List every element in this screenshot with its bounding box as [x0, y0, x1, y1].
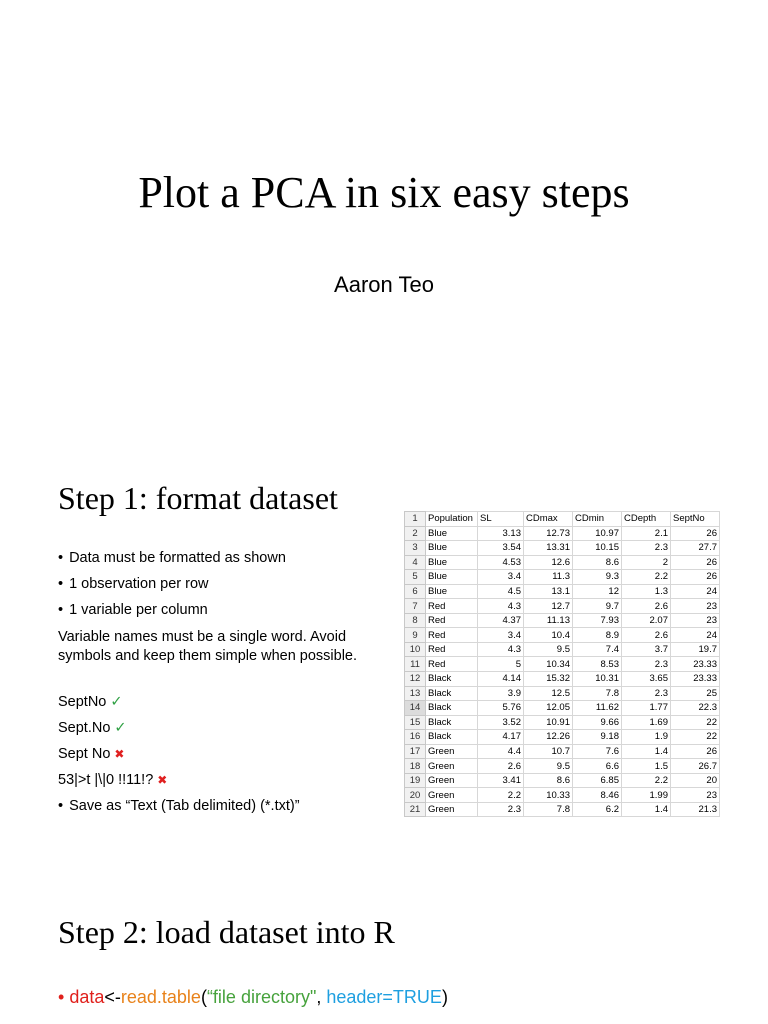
table-cell: 4.37 [478, 613, 524, 628]
author-name: Aaron Teo [334, 272, 434, 297]
table-cell: 6.2 [573, 802, 622, 817]
table-cell: 9.5 [524, 759, 573, 774]
table-cell: 11.13 [524, 613, 573, 628]
table-cell: 2.2 [622, 570, 671, 585]
row-number: 2 [405, 526, 426, 541]
code-paren: ( [200, 987, 207, 1007]
column-header: Population [426, 512, 478, 527]
table-row [405, 541, 720, 556]
column-header: CDmin [573, 512, 622, 527]
table-cell: 11.62 [573, 701, 622, 716]
table-cell: 10.91 [524, 715, 573, 730]
table-cell: Red [426, 628, 478, 643]
table-row [405, 526, 720, 541]
row-number: 17 [405, 744, 426, 759]
example-text: 53|>t |\|0 !!11!? [58, 772, 154, 788]
table-cell: 12.6 [524, 555, 573, 570]
row-number: 10 [405, 642, 426, 657]
table-cell: 23.33 [671, 672, 720, 687]
table-cell: 4.4 [478, 744, 524, 759]
table-cell: 8.46 [573, 788, 622, 803]
table-row [405, 555, 720, 570]
table-cell: 2.6 [622, 599, 671, 614]
cross-icon: ✖ [114, 747, 125, 761]
table-cell: Red [426, 599, 478, 614]
table-cell: Green [426, 744, 478, 759]
table-cell: 13.31 [524, 541, 573, 556]
code-argument: header=TRUE [326, 987, 442, 1007]
table-cell: 10.33 [524, 788, 573, 803]
table-cell: 2.6 [622, 628, 671, 643]
table-cell: 3.52 [478, 715, 524, 730]
table-cell: 1.4 [622, 802, 671, 817]
table-cell: Green [426, 788, 478, 803]
step2-heading: Step 2: load dataset into R [58, 914, 395, 950]
spreadsheet [404, 511, 720, 817]
table-cell: Blue [426, 570, 478, 585]
table-cell: 22 [671, 715, 720, 730]
table-row [405, 715, 720, 730]
code-bullet [58, 985, 448, 1009]
example-line [58, 772, 167, 788]
example-line [58, 720, 127, 736]
row-number: 18 [405, 759, 426, 774]
table-cell: 2.6 [478, 759, 524, 774]
row-number: 1 [405, 512, 426, 527]
code-string: “file directory" [206, 987, 317, 1007]
table-row [405, 672, 720, 687]
table-cell: Red [426, 657, 478, 672]
table-cell: 26.7 [671, 759, 720, 774]
table-cell: 3.41 [478, 773, 524, 788]
table-row [405, 613, 720, 628]
table-cell: 10.31 [573, 672, 622, 687]
table-cell: 20 [671, 773, 720, 788]
row-number: 20 [405, 788, 426, 803]
table-cell: 3.13 [478, 526, 524, 541]
table-cell: 9.3 [573, 570, 622, 585]
table-cell: 4.5 [478, 584, 524, 599]
table-row [405, 642, 720, 657]
table-cell: Green [426, 773, 478, 788]
table-row [405, 730, 720, 745]
table-cell: Green [426, 759, 478, 774]
table-cell: 27.7 [671, 541, 720, 556]
bullet-item: • 1 observation per row [58, 576, 209, 592]
checkmark-icon: ✓ [114, 720, 127, 736]
table-cell: 7.6 [573, 744, 622, 759]
table-cell: 1.3 [622, 584, 671, 599]
row-number: 12 [405, 672, 426, 687]
table-cell: 8.6 [524, 773, 573, 788]
row-number: 14 [405, 701, 426, 716]
presentation-title: Plot a PCA in six easy steps [138, 168, 630, 217]
table-cell: 4.53 [478, 555, 524, 570]
row-number: 11 [405, 657, 426, 672]
table-cell: 2.3 [622, 541, 671, 556]
table-cell: Blue [426, 555, 478, 570]
table-cell: 2 [622, 555, 671, 570]
table-cell: Red [426, 642, 478, 657]
table-row [405, 599, 720, 614]
row-number: 7 [405, 599, 426, 614]
table-cell: 15.32 [524, 672, 573, 687]
row-number: 8 [405, 613, 426, 628]
table-row [405, 657, 720, 672]
table-cell: 3.4 [478, 628, 524, 643]
table-cell: 7.93 [573, 613, 622, 628]
header-row [405, 512, 720, 527]
example-line [58, 746, 124, 762]
row-number: 15 [405, 715, 426, 730]
table-cell: Black [426, 730, 478, 745]
table-cell: 4.17 [478, 730, 524, 745]
table-cell: 12.05 [524, 701, 573, 716]
table-cell: 10.34 [524, 657, 573, 672]
table-cell: 2.3 [622, 657, 671, 672]
table-cell: 3.54 [478, 541, 524, 556]
table-cell: 5 [478, 657, 524, 672]
table-cell: Black [426, 672, 478, 687]
table-cell: Blue [426, 541, 478, 556]
table-row [405, 701, 720, 716]
row-number: 19 [405, 773, 426, 788]
table-cell: 10.15 [573, 541, 622, 556]
row-number: 21 [405, 802, 426, 817]
code-paren: ) [441, 987, 448, 1007]
table-cell: 7.8 [573, 686, 622, 701]
table-cell: 4.14 [478, 672, 524, 687]
table-cell: 5.76 [478, 701, 524, 716]
row-number: 3 [405, 541, 426, 556]
table-cell: 22 [671, 730, 720, 745]
table-cell: 26 [671, 744, 720, 759]
code-comma: , [316, 987, 327, 1007]
table-cell: 2.07 [622, 613, 671, 628]
table-cell: 12.73 [524, 526, 573, 541]
column-header: CDmax [524, 512, 573, 527]
table-cell: 3.7 [622, 642, 671, 657]
table-cell: 2.3 [478, 802, 524, 817]
row-number: 6 [405, 584, 426, 599]
table-cell: 1.69 [622, 715, 671, 730]
table-cell: 2.2 [622, 773, 671, 788]
table-cell: Blue [426, 584, 478, 599]
table-row [405, 570, 720, 585]
variable-name-note: Variable names must be a single word. Avoid symbols and keep them simple when possible. [58, 629, 358, 664]
table-cell: 4.3 [478, 599, 524, 614]
table-cell: Red [426, 613, 478, 628]
table-row [405, 773, 720, 788]
row-number: 16 [405, 730, 426, 745]
table-cell: 3.65 [622, 672, 671, 687]
example-text: Sept.No [58, 720, 111, 736]
table-cell: 2.1 [622, 526, 671, 541]
table-cell: 2.2 [478, 788, 524, 803]
table-cell: 12.26 [524, 730, 573, 745]
table-cell: Black [426, 686, 478, 701]
table-cell: 23.33 [671, 657, 720, 672]
row-number: 13 [405, 686, 426, 701]
table-cell: 12.5 [524, 686, 573, 701]
table-cell: 21.3 [671, 802, 720, 817]
table-cell: 24 [671, 628, 720, 643]
table-row [405, 802, 720, 817]
table-cell: 8.6 [573, 555, 622, 570]
table-cell: 1.77 [622, 701, 671, 716]
row-number: 4 [405, 555, 426, 570]
title-slide [0, 0, 768, 440]
bullet-item: • 1 variable per column [58, 602, 208, 618]
checkmark-icon: ✓ [110, 694, 123, 710]
table-cell: Blue [426, 526, 478, 541]
table-cell: 3.9 [478, 686, 524, 701]
table-cell: 23 [671, 613, 720, 628]
table-cell: 1.4 [622, 744, 671, 759]
table-cell: 12.7 [524, 599, 573, 614]
table-cell: 11.3 [524, 570, 573, 585]
table-cell: 22.3 [671, 701, 720, 716]
table-cell: 12 [573, 584, 622, 599]
table-row [405, 744, 720, 759]
row-number: 9 [405, 628, 426, 643]
table-row [405, 788, 720, 803]
bullet-item: • Save as “Text (Tab delimited) (*.txt)” [58, 798, 300, 814]
table-cell: 7.4 [573, 642, 622, 657]
table-cell: 2.3 [622, 686, 671, 701]
column-header: SeptNo [671, 512, 720, 527]
table-cell: 8.9 [573, 628, 622, 643]
table-cell: 4.3 [478, 642, 524, 657]
table-cell: 1.5 [622, 759, 671, 774]
table-cell: 3.4 [478, 570, 524, 585]
table-cell: 9.5 [524, 642, 573, 657]
table-cell: 25 [671, 686, 720, 701]
code-assign: <- [104, 987, 121, 1007]
table-cell: 10.97 [573, 526, 622, 541]
table-cell: 23 [671, 599, 720, 614]
table-cell: 26 [671, 570, 720, 585]
bullet-item: • Data must be formatted as shown [58, 550, 286, 566]
row-number: 5 [405, 570, 426, 585]
example-line [58, 694, 123, 710]
table-cell: 6.6 [573, 759, 622, 774]
table-cell: 19.7 [671, 642, 720, 657]
table-cell: 1.99 [622, 788, 671, 803]
table-cell: 9.18 [573, 730, 622, 745]
bullet-dot: • [58, 987, 70, 1007]
table-cell: 24 [671, 584, 720, 599]
table-cell: 10.7 [524, 744, 573, 759]
column-header: CDepth [622, 512, 671, 527]
table-cell: 7.8 [524, 802, 573, 817]
table-cell: 26 [671, 555, 720, 570]
code-variable: data [69, 987, 105, 1007]
table-cell: 9.7 [573, 599, 622, 614]
table-cell: 26 [671, 526, 720, 541]
table-cell: 1.9 [622, 730, 671, 745]
cross-icon: ✖ [157, 773, 168, 787]
table-cell: Black [426, 701, 478, 716]
table-cell: 8.53 [573, 657, 622, 672]
step1-heading: Step 1: format dataset [58, 480, 338, 516]
table-cell: 10.4 [524, 628, 573, 643]
table-row [405, 584, 720, 599]
table-row [405, 686, 720, 701]
code-function: read.table [120, 987, 201, 1007]
table-cell: Black [426, 715, 478, 730]
table-row [405, 759, 720, 774]
table-cell: 6.85 [573, 773, 622, 788]
example-text: SeptNo [58, 694, 107, 710]
example-text: Sept No [58, 746, 111, 762]
table-cell: 23 [671, 788, 720, 803]
table-row [405, 628, 720, 643]
table-cell: 13.1 [524, 584, 573, 599]
table-cell: Green [426, 802, 478, 817]
column-header: SL [478, 512, 524, 527]
spreadsheet-table [404, 511, 720, 817]
table-cell: 9.66 [573, 715, 622, 730]
